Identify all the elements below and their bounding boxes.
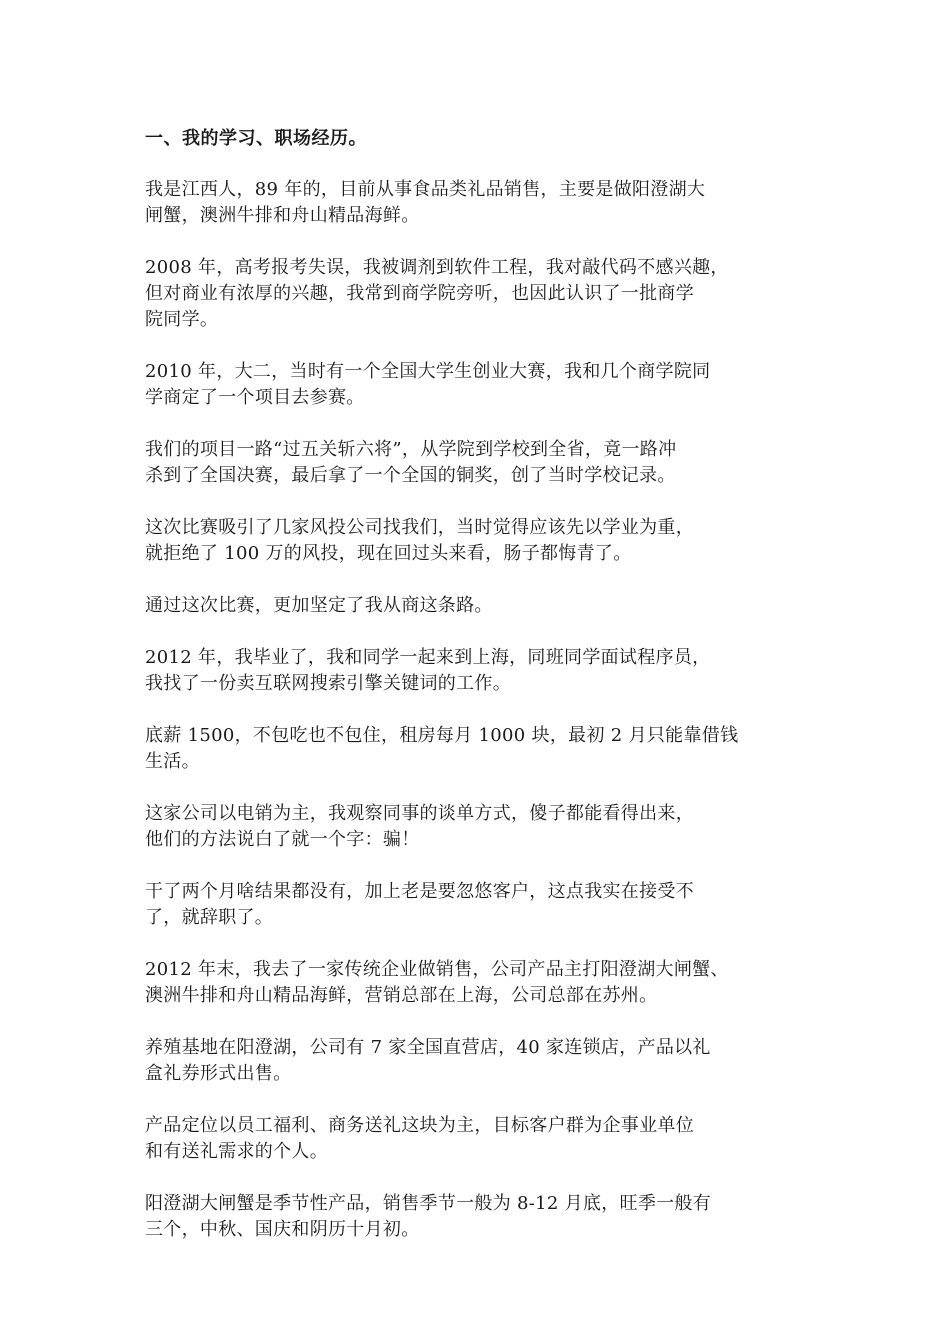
- paragraph-line: 产品定位以员工福利、商务送礼这块为主，目标客户群为企事业单位: [145, 1115, 694, 1136]
- paragraph-line: 他们的方法说白了就一个字：骗！: [145, 829, 420, 850]
- paragraph: [145, 957, 810, 1009]
- paragraph: [145, 593, 810, 619]
- paragraph-line: 三个，中秋、国庆和阴历十月初。: [145, 1219, 420, 1240]
- section-heading: 一、我的学习、职场经历。: [145, 128, 367, 149]
- paragraph: [145, 515, 810, 567]
- paragraph: [145, 437, 810, 489]
- paragraph-line: 2012 年末，我去了一家传统企业做销售，公司产品主打阳澄湖大闸蟹、: [145, 959, 729, 980]
- paragraph-line: 盒礼券形式出售。: [145, 1063, 292, 1084]
- paragraph-line: 澳洲牛排和舟山精品海鲜，营销总部在上海，公司总部在苏州。: [145, 985, 658, 1006]
- paragraph: [145, 879, 810, 931]
- paragraph: [145, 359, 810, 411]
- paragraph: [145, 255, 810, 333]
- paragraph-line: 阳澄湖大闸蟹是季节性产品，销售季节一般为 8-12 月底，旺季一般有: [145, 1193, 712, 1214]
- paragraph-line: 生活。: [145, 751, 200, 772]
- paragraph-line: 这家公司以电销为主，我观察同事的谈单方式，傻子都能看得出来，: [145, 803, 694, 824]
- paragraph-line: 杀到了全国决赛，最后拿了一个全国的铜奖，创了当时学校记录。: [145, 465, 676, 486]
- paragraph-line: 2012 年，我毕业了，我和同学一起来到上海，同班同学面试程序员，: [145, 647, 711, 668]
- document-body: [145, 126, 810, 1269]
- paragraph: [145, 1191, 810, 1243]
- paragraph: [145, 1035, 810, 1087]
- paragraph-line: 2010 年，大二，当时有一个全国大学生创业大赛，我和几个商学院同: [145, 361, 711, 382]
- paragraph-line: 但对商业有浓厚的兴趣，我常到商学院旁听，也因此认识了一批商学: [145, 283, 694, 304]
- paragraph: [145, 1113, 810, 1165]
- paragraph: [145, 801, 810, 853]
- paragraph-line: 了，就辞职了。: [145, 907, 274, 928]
- paragraph-line: 闸蟹，澳洲牛排和舟山精品海鲜。: [145, 205, 420, 226]
- paragraph-line: 就拒绝了 100 万的风投，现在回过头来看，肠子都悔青了。: [145, 543, 632, 564]
- paragraph-line: 通过这次比赛，更加坚定了我从商这条路。: [145, 595, 493, 616]
- paragraph-line: 干了两个月啥结果都没有，加上老是要忽悠客户，这点我实在接受不: [145, 881, 694, 902]
- paragraph-line: 2008 年，高考报考失误，我被调剂到软件工程，我对敲代码不感兴趣，: [145, 257, 729, 278]
- paragraph-line: 学商定了一个项目去参赛。: [145, 387, 365, 408]
- paragraph-line: 养殖基地在阳澄湖，公司有 7 家全国直营店，40 家连锁店，产品以礼: [145, 1037, 711, 1058]
- paragraph-line: 和有送礼需求的个人。: [145, 1141, 328, 1162]
- paragraph-line: 院同学。: [145, 309, 219, 330]
- paragraph-line: 我们的项目一路“过五关斩六将”，从学院到学校到全省，竟一路冲: [145, 439, 677, 460]
- paragraph-line: 这次比赛吸引了几家风投公司找我们，当时觉得应该先以学业为重，: [145, 517, 694, 538]
- paragraph-line: 底薪 1500，不包吃也不包住，租房每月 1000 块，最初 2 月只能靠借钱: [145, 725, 739, 746]
- paragraph: [145, 723, 810, 775]
- paragraph-line: 我是江西人，89 年的，目前从事食品类礼品销售，主要是做阳澄湖大: [145, 179, 706, 200]
- paragraph: [145, 177, 810, 229]
- paragraph-line: 我找了一份卖互联网搜索引擎关键词的工作。: [145, 673, 511, 694]
- paragraph-list: [145, 177, 810, 1243]
- paragraph: [145, 645, 810, 697]
